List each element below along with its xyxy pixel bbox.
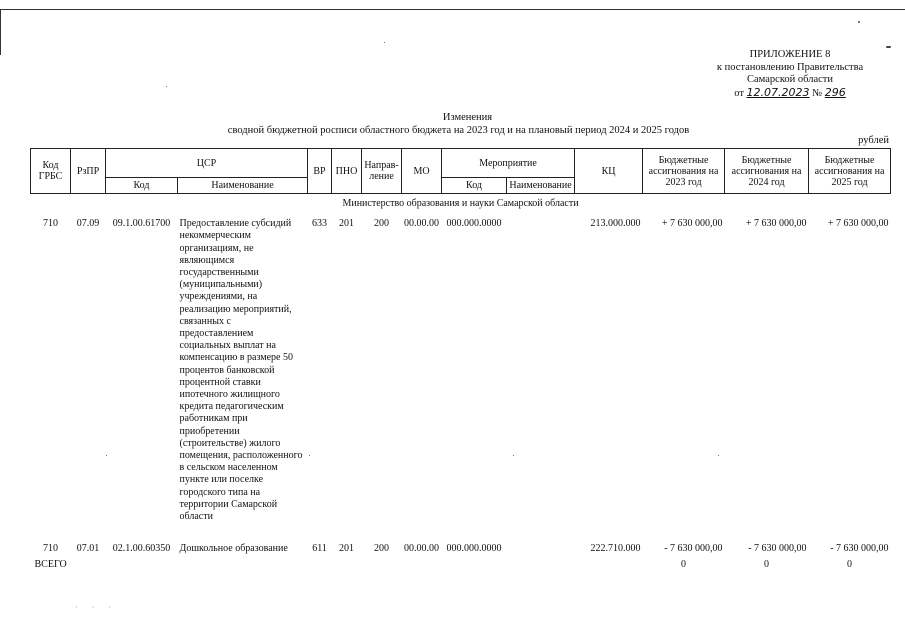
number-prefix: №	[812, 87, 823, 99]
header-grbs: Код ГРБС	[31, 149, 71, 194]
date-prefix: от	[734, 87, 744, 99]
cell-2025: + 7 630 000,00	[827, 218, 889, 230]
cell-event-name	[507, 541, 575, 557]
cell-pno: 201	[339, 218, 355, 230]
row-gap	[31, 525, 891, 541]
cell-2024: + 7 630 000,00	[745, 218, 807, 230]
cell-rzpr: 07.01	[76, 543, 100, 555]
scan-speck	[309, 455, 310, 456]
cell-mo: 00.00.00	[404, 543, 440, 555]
appendix-date-line	[690, 87, 890, 101]
total-2025: 0	[847, 559, 853, 571]
header-direction: Направ-ление	[362, 149, 402, 194]
cell-grbs: 710	[43, 218, 58, 230]
appendix-decree: к постановлению Правительства	[716, 61, 864, 73]
header-csr-name: Наименование	[178, 178, 308, 194]
appendix-title: ПРИЛОЖЕНИЕ 8	[749, 49, 831, 60]
cell-kc: 222.710.000	[590, 543, 641, 555]
decree-date: 12.07.2023	[746, 85, 810, 99]
scan-edge-left	[0, 9, 1, 55]
cell-direction: 200	[374, 218, 390, 230]
cell-vr: 611	[312, 543, 327, 555]
cell-2023: + 7 630 000,00	[661, 218, 723, 230]
header-rzpr: РзПР	[71, 149, 106, 194]
cell-event-code: 000.000.0000	[446, 218, 502, 230]
units-label: рублей	[858, 135, 889, 146]
cell-csr-code: 09.1.00.61700	[112, 218, 171, 230]
cell-direction: 200	[374, 543, 390, 555]
total-2024: 0	[764, 559, 770, 571]
cell-2025: - 7 630 000,00	[830, 543, 889, 555]
table-row	[31, 216, 891, 525]
cell-rzpr: 07.09	[76, 218, 100, 230]
scan-speck	[166, 86, 167, 87]
cell-mo: 00.00.00	[404, 218, 440, 230]
table-row	[31, 541, 891, 557]
total-label: ВСЕГО	[34, 559, 67, 571]
header-mo: МО	[402, 149, 442, 194]
header-2024: Бюджетные ассигнования на 2024 год	[725, 149, 809, 194]
cell-2024: - 7 630 000,00	[748, 543, 807, 555]
scan-speck	[384, 42, 385, 43]
cell-2023: - 7 630 000,00	[664, 543, 723, 555]
header-csr-code: Код	[106, 178, 178, 194]
total-row	[31, 557, 891, 573]
title-line-1: Изменения	[442, 112, 493, 123]
scan-edge-top	[0, 9, 905, 10]
cell-vr: 633	[312, 218, 328, 230]
section-row	[31, 194, 891, 217]
scan-speck	[718, 455, 719, 456]
header-2025: Бюджетные ассигнования на 2025 год	[809, 149, 891, 194]
header-vr: ВР	[308, 149, 332, 194]
cell-kc: 213.000.000	[590, 218, 641, 230]
cell-csr-name: Дошкольное образование	[179, 543, 288, 555]
header-event-code: Код	[442, 178, 507, 194]
header-event-name: Наименование	[507, 178, 575, 194]
cell-event-code: 000.000.0000	[446, 543, 502, 555]
section-title: Министерство образования и науки Самарской области	[342, 198, 579, 209]
cell-csr-code: 02.1.00.60350	[112, 543, 171, 555]
header-2023: Бюджетные ассигнования на 2023 год	[643, 149, 725, 194]
cell-csr-name: Предоставление субсидий некоммерческим организациям, не являющимся государственными (муниципальными) учреждениями, на реализацию мероприятий, связанных с предоставлением социальных выплат на компенсацию в размере 50 процентов банковской процентной ставки ипотечного жилищного кредита педагогическим работникам при приобретении (строительстве) жилого помещения, расположенного в сельском населенном пункте или поселке городского типа на территории Самарской области	[179, 218, 303, 523]
scan-speck	[858, 21, 860, 23]
header-event: Мероприятие	[442, 149, 575, 178]
cell-pno: 201	[339, 543, 355, 555]
cell-grbs: 710	[43, 543, 58, 555]
cell-event-name	[507, 216, 575, 525]
header-csr: ЦСР	[106, 149, 308, 178]
scan-speck	[106, 455, 107, 456]
scan-speck	[886, 46, 891, 48]
total-2023: 0	[681, 559, 687, 571]
budget-table	[30, 148, 891, 574]
title-line-2: сводной бюджетной росписи областного бюджета на 2023 год и на плановый период 2024 и 2025 годов	[227, 125, 690, 136]
document-title	[0, 111, 905, 137]
scan-speck	[513, 455, 514, 456]
appendix-region: Самарской области	[747, 74, 833, 85]
scan-noise: · · ·	[75, 603, 117, 612]
decree-number: 296	[824, 85, 846, 99]
header-kc: КЦ	[575, 149, 643, 194]
header-pno: ПНО	[332, 149, 362, 194]
appendix-block	[690, 49, 890, 100]
